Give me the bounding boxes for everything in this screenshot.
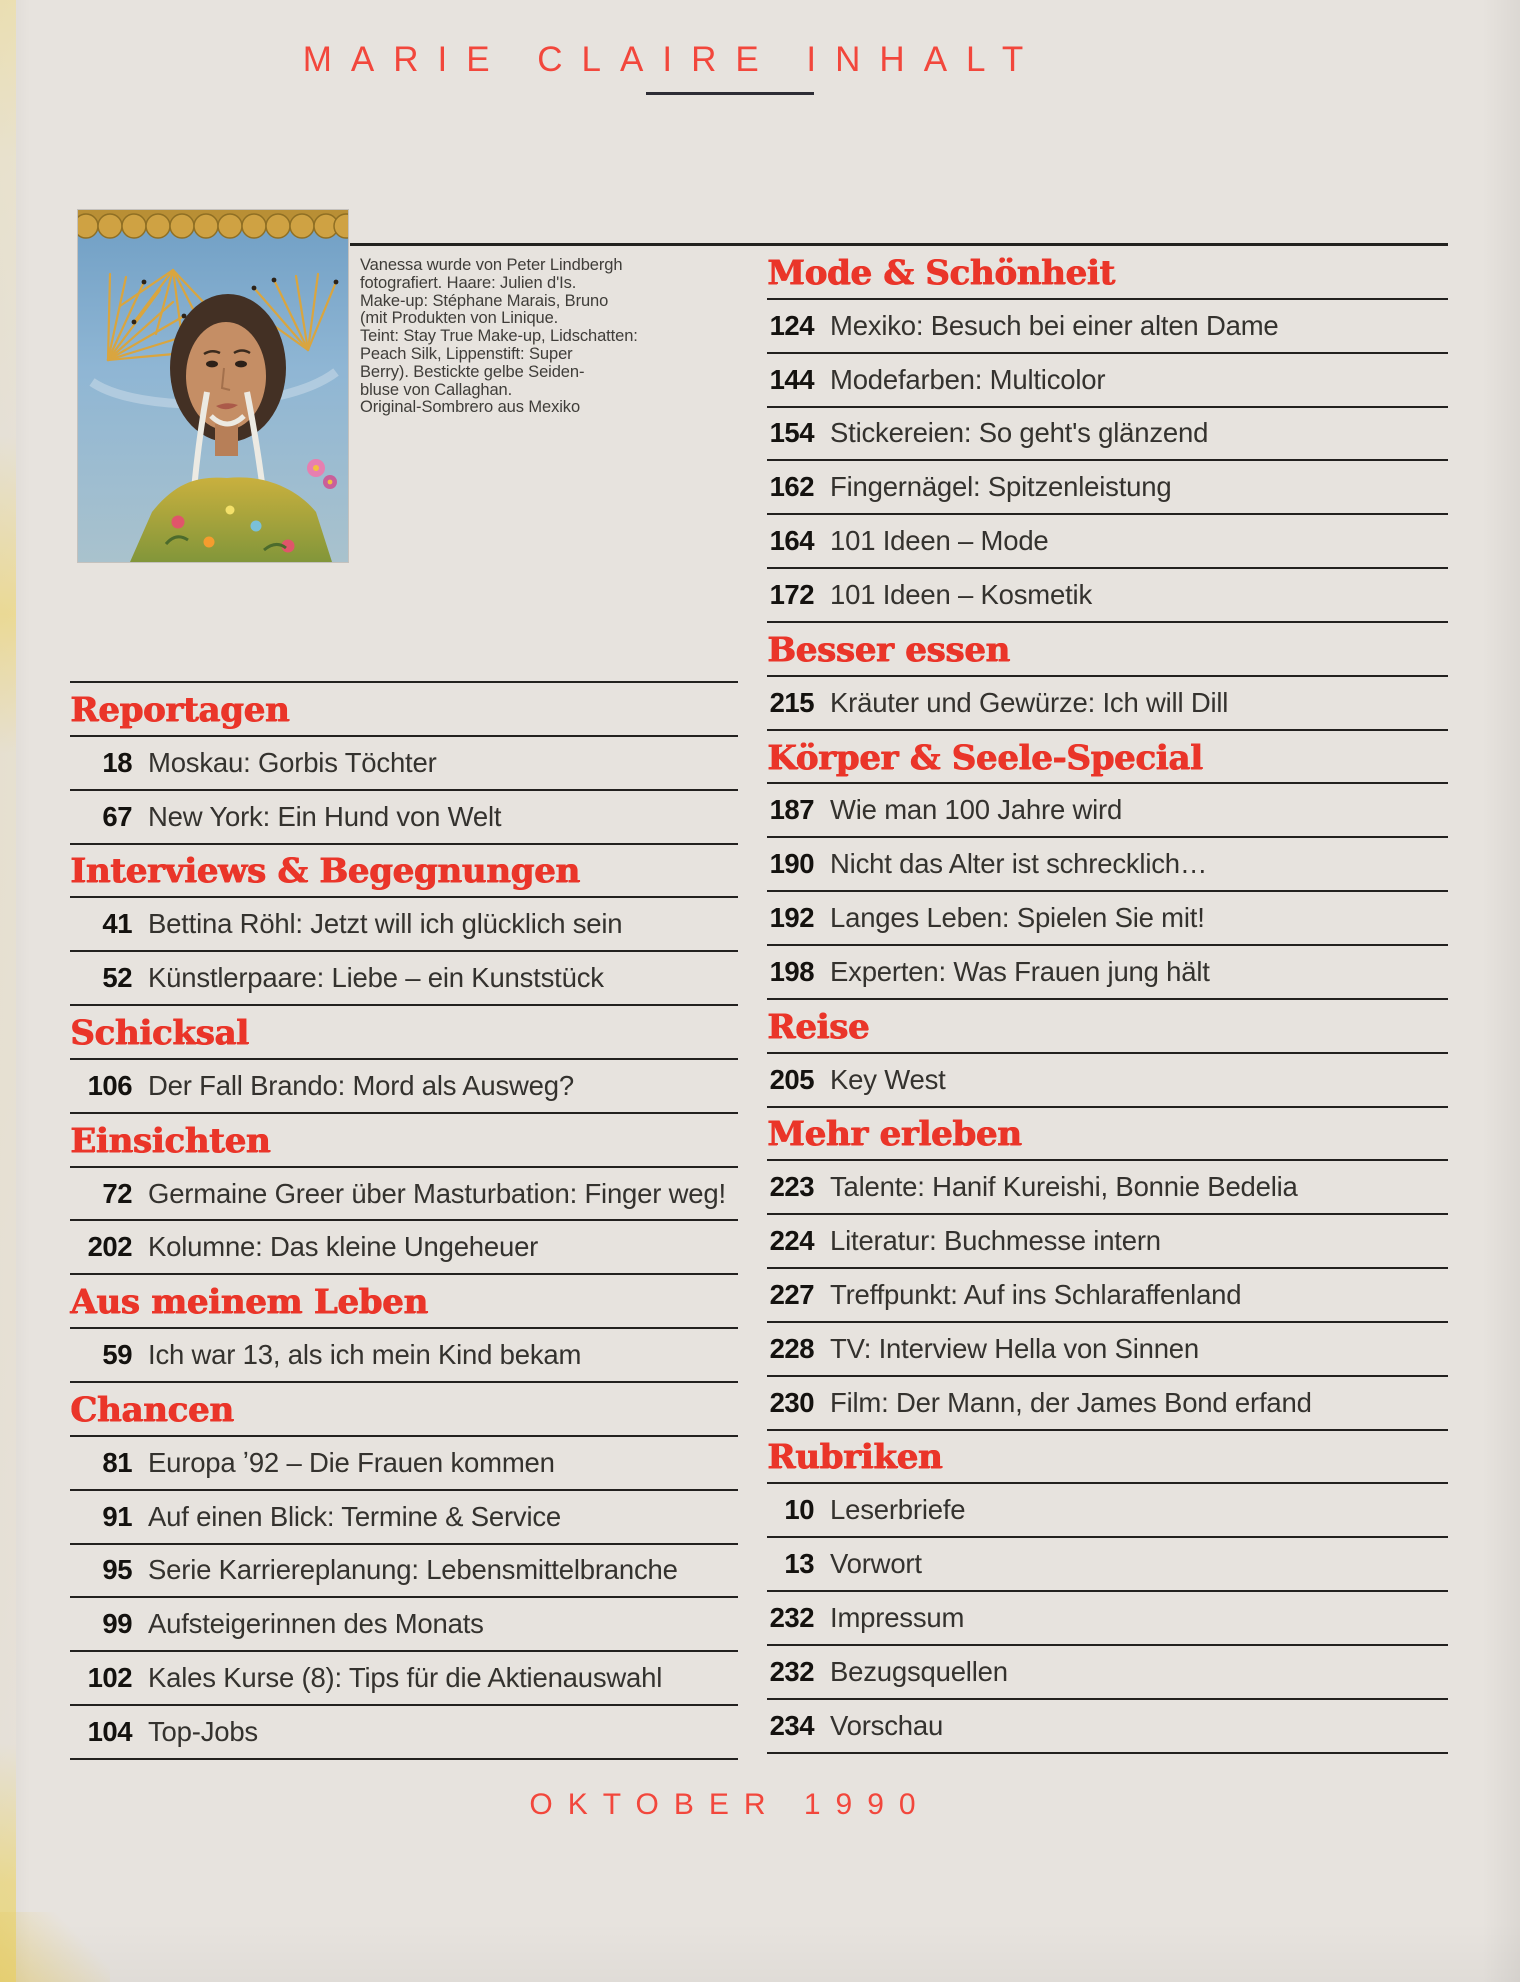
toc-entry (767, 1538, 1448, 1592)
toc-entry (767, 1377, 1448, 1431)
toc-entry (70, 1491, 738, 1545)
caption-line: Vanessa wurde von Peter Lindbergh (360, 256, 623, 274)
toc-entry-page-number: 215 (769, 686, 814, 718)
toc-entry-page-number: 18 (102, 746, 132, 778)
toc-entry-title: 101 Ideen – Mode (830, 525, 1049, 557)
toc-entry-page-number: 154 (769, 417, 814, 449)
toc-entry-page-number: 91 (102, 1500, 132, 1532)
cover-model-photo (78, 210, 348, 562)
toc-entry-page-number: 234 (769, 1709, 814, 1741)
toc-entry-page-number: 223 (769, 1171, 814, 1203)
toc-entry (70, 737, 738, 791)
caption-line: Peach Silk, Lippenstift: Super (360, 344, 573, 363)
toc-entry-page-number: 198 (769, 955, 814, 987)
toc-entry-page-number: 228 (769, 1332, 814, 1364)
toc-entry-title: Nicht das Alter ist schrecklich… (830, 848, 1208, 880)
toc-entry (767, 1269, 1448, 1323)
toc-entry-title: Talente: Hanif Kureishi, Bonnie Bedelia (830, 1171, 1298, 1203)
toc-entry-title: Modefarben: Multicolor (830, 363, 1106, 395)
toc-entry (767, 1323, 1448, 1377)
toc-entry-title: Fingernägel: Spitzenleistung (830, 471, 1172, 503)
toc-entry-title: TV: Interview Hella von Sinnen (830, 1332, 1199, 1364)
toc-entry (767, 1700, 1448, 1754)
toc-entry-page-number: 144 (769, 363, 814, 395)
section-title: Chancen (70, 1389, 234, 1430)
toc-entry-title: Impressum (830, 1602, 965, 1634)
toc-entry-page-number: 41 (102, 908, 132, 940)
toc-entry-page-number: 81 (102, 1446, 132, 1478)
toc-entry-title: Künstlerpaare: Liebe – ein Kunststück (148, 962, 604, 994)
toc-column-left (70, 683, 738, 1760)
toc-entry-title: Film: Der Mann, der James Bond erfand (830, 1386, 1312, 1418)
model-photo-illustration (78, 210, 348, 562)
toc-entry (767, 677, 1448, 731)
toc-entry (70, 1545, 738, 1599)
section-title: Körper & Seele-Special (767, 737, 1203, 778)
toc-entry-page-number: 67 (102, 800, 132, 832)
toc-entry (767, 569, 1448, 623)
section-header (767, 246, 1448, 300)
section-header (767, 1431, 1448, 1485)
toc-entry (70, 1437, 738, 1491)
toc-entry (70, 791, 738, 845)
toc-entry-page-number: 232 (769, 1602, 814, 1634)
toc-entry (70, 1652, 738, 1706)
toc-entry-title: 101 Ideen – Kosmetik (830, 578, 1093, 610)
section-header (767, 1000, 1448, 1054)
toc-entry-title: Vorschau (830, 1709, 944, 1741)
toc-entry (767, 892, 1448, 946)
toc-entry-title: Aufsteigerinnen des Monats (148, 1608, 484, 1640)
masthead-underline (646, 92, 814, 95)
toc-entry-title: Mexiko: Besuch bei einer alten Dame (830, 309, 1279, 341)
toc-entry (70, 1706, 738, 1760)
toc-entry-page-number: 202 (87, 1231, 132, 1263)
toc-entry (767, 1484, 1448, 1538)
toc-entry-page-number: 205 (769, 1063, 814, 1095)
toc-entry (767, 408, 1448, 462)
toc-entry (70, 1221, 738, 1275)
scan-corner-bottom-left (0, 1912, 110, 1982)
section-title: Besser essen (767, 629, 1010, 670)
toc-entry-page-number: 232 (769, 1655, 814, 1687)
toc-entry-page-number: 99 (102, 1608, 132, 1640)
toc-entry-page-number: 124 (769, 309, 814, 341)
toc-entry-title: Auf einen Blick: Termine & Service (148, 1500, 562, 1532)
toc-entry-title: Literatur: Buchmesse intern (830, 1225, 1161, 1257)
section-title: Interviews & Begegnungen (70, 851, 580, 892)
toc-entry-title: Ich war 13, als ich mein Kind bekam (148, 1339, 582, 1371)
toc-entry (767, 1054, 1448, 1108)
section-header (70, 1006, 738, 1060)
toc-entry (70, 1329, 738, 1383)
toc-entry-title: Bettina Röhl: Jetzt will ich glücklich sein (148, 908, 623, 940)
toc-entry-page-number: 72 (102, 1177, 132, 1209)
section-header (70, 845, 738, 899)
toc-entry-title: New York: Ein Hund von Welt (148, 800, 502, 832)
toc-entry-page-number: 104 (87, 1715, 132, 1747)
section-title: Reportagen (70, 689, 290, 730)
toc-entry-page-number: 162 (769, 471, 814, 503)
toc-entry (767, 1592, 1448, 1646)
toc-entry-page-number: 230 (769, 1386, 814, 1418)
toc-entry (70, 898, 738, 952)
toc-column-right (767, 246, 1448, 1754)
toc-entry-title: Moskau: Gorbis Töchter (148, 746, 437, 778)
caption-line: Teint: Stay True Make-up, Lidschatten: (360, 327, 638, 346)
toc-entry-page-number: 102 (87, 1662, 132, 1694)
toc-entry-page-number: 95 (102, 1554, 132, 1586)
toc-entry-page-number: 59 (102, 1339, 132, 1371)
toc-entry-page-number: 192 (769, 902, 814, 934)
toc-entry-title: Europa ʼ92 – Die Frauen kommen (148, 1446, 555, 1478)
section-title: Mode & Schönheit (767, 252, 1115, 293)
toc-entry-title: Serie Karriereplanung: Lebensmittelbranche (148, 1554, 678, 1586)
toc-entry-page-number: 52 (102, 962, 132, 994)
toc-entry-title: Kolumne: Das kleine Ungeheuer (148, 1231, 539, 1263)
toc-entry (767, 354, 1448, 408)
toc-entry (767, 515, 1448, 569)
toc-entry (767, 300, 1448, 354)
toc-entry-title: Treffpunkt: Auf ins Schlaraffenland (830, 1278, 1242, 1310)
caption-line: (mit Produkten von Linique. (360, 309, 559, 328)
toc-entry-page-number: 190 (769, 848, 814, 880)
toc-entry-title: Stickereien: So geht's glänzend (830, 417, 1209, 449)
section-title: Mehr erleben (767, 1114, 1022, 1155)
section-header (70, 683, 738, 737)
toc-entry-page-number: 187 (769, 794, 814, 826)
toc-entry-page-number: 10 (784, 1494, 814, 1526)
toc-entry-page-number: 227 (769, 1278, 814, 1310)
section-header (70, 1114, 738, 1168)
section-header (70, 1275, 738, 1329)
toc-entry-page-number: 106 (87, 1069, 132, 1101)
toc-entry-title: Key West (830, 1063, 946, 1095)
caption-line: fotografiert. Haare: Julien d'Is. (360, 273, 577, 292)
toc-entry-title: Bezugsquellen (830, 1655, 1008, 1687)
section-header (767, 731, 1448, 785)
toc-entry-title: Der Fall Brando: Mord als Ausweg? (148, 1069, 574, 1101)
toc-entry (767, 784, 1448, 838)
toc-entry-page-number: 224 (769, 1225, 814, 1257)
toc-entry (70, 1060, 738, 1114)
toc-entry-title: Kales Kurse (8): Tips für die Aktienauswahl (148, 1662, 663, 1694)
toc-entry-title: Vorwort (830, 1548, 922, 1580)
section-title: Einsichten (70, 1120, 271, 1161)
toc-entry-title: Leserbriefe (830, 1494, 966, 1526)
toc-entry (767, 461, 1448, 515)
toc-entry-title: Kräuter und Gewürze: Ich will Dill (830, 686, 1229, 718)
section-title: Schicksal (70, 1012, 249, 1053)
section-title: Reise (767, 1006, 870, 1047)
toc-entry-title: Wie man 100 Jahre wird (830, 794, 1123, 826)
toc-entry (767, 946, 1448, 1000)
toc-entry (767, 1215, 1448, 1269)
toc-entry (767, 838, 1448, 892)
section-title: Rubriken (767, 1437, 943, 1478)
toc-entry-title: Top-Jobs (148, 1715, 258, 1747)
issue-date: OKTOBER 1990 (529, 1788, 931, 1821)
toc-entry-page-number: 164 (769, 525, 814, 557)
toc-entry-title: Experten: Was Frauen jung hält (830, 955, 1210, 987)
toc-entry (767, 1646, 1448, 1700)
section-title: Aus meinem Leben (70, 1282, 428, 1323)
toc-entry-page-number: 172 (769, 578, 814, 610)
toc-entry-page-number: 13 (784, 1548, 814, 1580)
caption-line: Original-Sombrero aus Mexiko (360, 398, 581, 417)
caption-line: Make-up: Stéphane Marais, Bruno (360, 291, 609, 310)
toc-entry-title: Langes Leben: Spielen Sie mit! (830, 902, 1205, 934)
scan-edge-left (0, 0, 16, 1982)
masthead-title: MARIE CLAIRE INHALT (302, 40, 1043, 79)
caption-line: bluse von Callaghan. (360, 380, 513, 399)
toc-entry (70, 1168, 738, 1222)
section-header (767, 623, 1448, 677)
toc-entry (767, 1161, 1448, 1215)
section-header (767, 1108, 1448, 1162)
caption-line: Berry). Bestickte gelbe Seiden- (360, 362, 585, 381)
section-header (70, 1383, 738, 1437)
toc-entry (70, 952, 738, 1006)
toc-entry (70, 1598, 738, 1652)
toc-entry-title: Germaine Greer über Masturbation: Finger weg! (148, 1177, 726, 1209)
photo-credit-caption (360, 257, 680, 417)
